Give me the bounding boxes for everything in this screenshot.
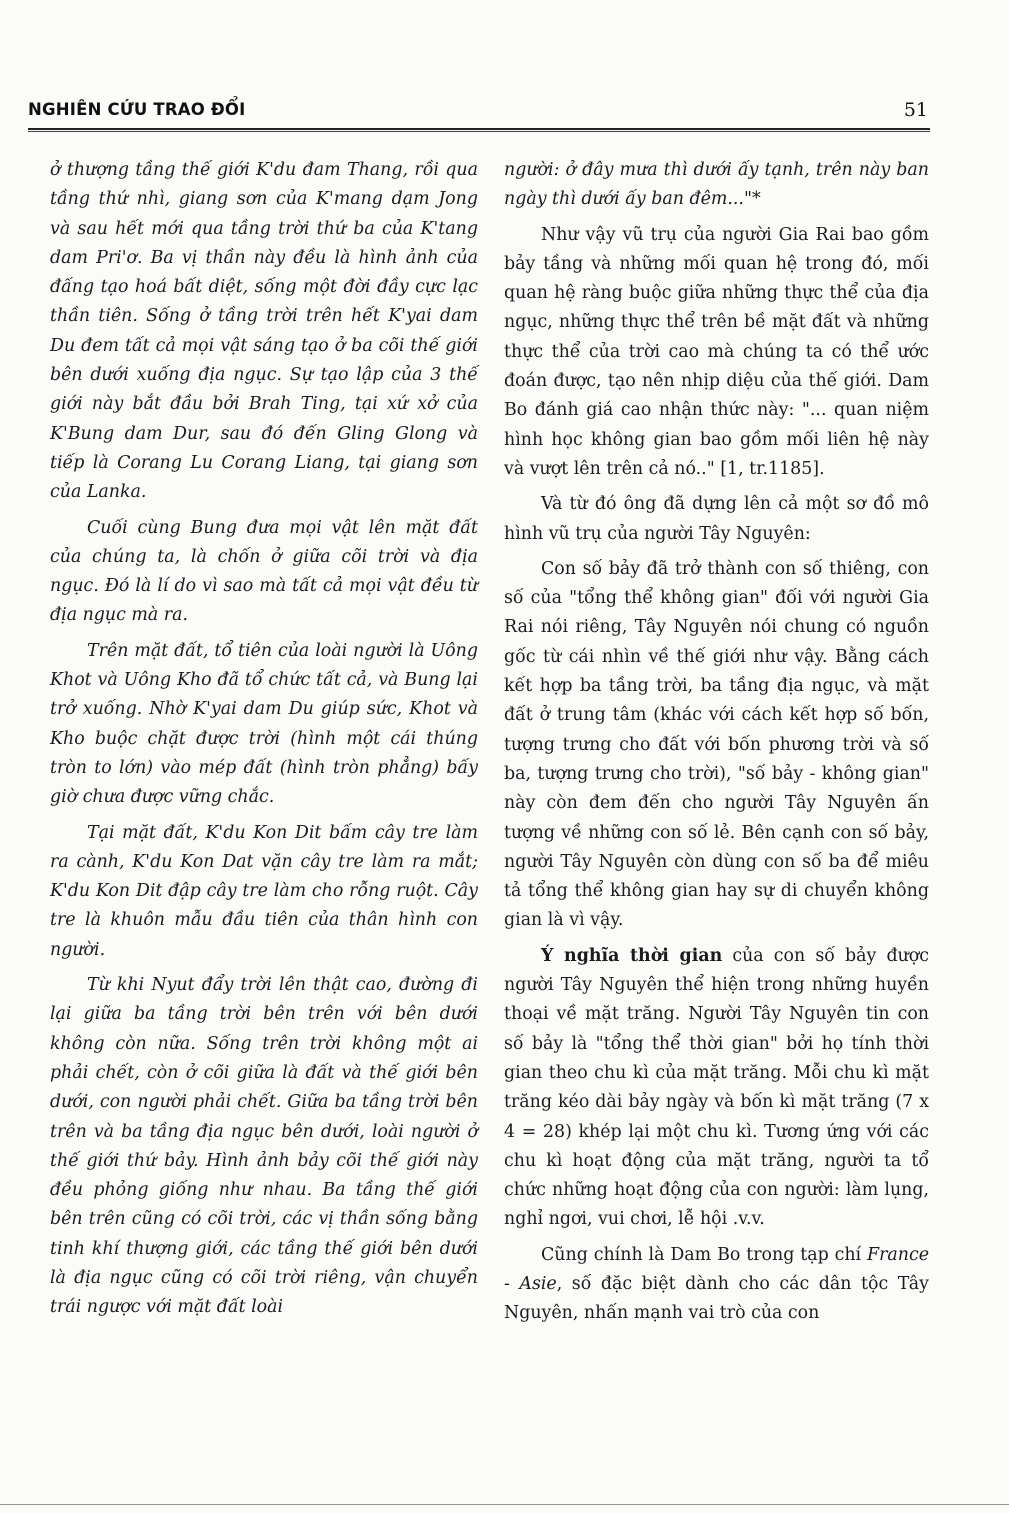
bold-term: Ý nghĩa thời gian: [541, 945, 723, 966]
paragraph: [504, 1241, 929, 1329]
paragraph: Cuối cùng Bung đưa mọi vật lên mặt đất của chúng ta, là chốn ở giữa cõi trời và địa ngục. Đó là lí do vì sao mà tất cả mọi vật đều từ địa ngục mà ra.: [50, 517, 478, 626]
paragraph: người: ở đây mưa thì dưới ấy tạnh, trên này ban ngày thì dưới ấy ban đêm..."*: [504, 160, 929, 210]
paragraph: Và từ đó ông đã dựng lên cả một sơ đồ mô hình vũ trụ của người Tây Nguyên:: [504, 494, 929, 544]
header-rule: [28, 131, 930, 132]
paragraph-text: của con số bảy được người Tây Nguyên thể hiện trong những huyền thoại về mặt trăng. Người Tây Nguyên tin con số bảy là "tổng thể thời gian" bởi họ tính thời gian theo chu kì của mặt trăng. Mỗi chu kì mặt trăng kéo dài bảy ngày và bốn kì mặt trăng (7 x 4 = 28) khép lại một chu kì. Tương ứng với các chu kì hoạt động của mặt trăng, người ta tổ chức những hoạt động của con người: làm lụng, nghỉ ngơi, vui chơi, lễ hội .v.v.: [504, 945, 929, 1230]
paragraph: [504, 942, 929, 1235]
right-column: [504, 156, 929, 1335]
section-title: NGHIÊN CỨU TRAO ĐỔI: [28, 100, 246, 119]
page-bottom-edge: [0, 1504, 1009, 1505]
paragraph: Từ khi Nyut đẩy trời lên thật cao, đường đi lại giữa ba tầng trời bên trên với bên dưới không còn nữa. Sống trên trời không một ai phải chết, còn ở cõi giữa là đất và thế giới bên dưới, con người phải chết. Giữa ba tầng trời bên trên và ba tầng địa ngục bên dưới, loài người ở thế giới thứ bảy. Hình ảnh bảy cõi thế giới này đều phỏng giống như nhau. Ba tầng thế giới bên trên cũng có cõi trời, các vị thần sống bằng tinh khí thượng giới, các tầng thế giới bên dưới là địa ngục cũng có cõi trời riêng, vận chuyển trái ngược với mặt đất loài: [50, 975, 478, 1318]
paragraph: Trên mặt đất, tổ tiên của loài người là Uông Khot và Uông Kho đã tổ chức tất cả, và Bung lại trở xuống. Nhờ K'yai dam Du giúp sức, Khot và Kho buộc chặt được trời (hình một cái thúng tròn to lớn) vào mép đất (hình tròn phẳng) bấy giờ chưa được vững chắc.: [50, 640, 478, 808]
paragraph: ở thượng tầng thế giới K'du đam Thang, rồi qua tầng thứ nhì, giang sơn của K'mang dạm Jong và sau hết mới qua tầng trời thứ ba của K'tang dam Pri'ơ. Ba vị thần này đều là hình ảnh của đấng tạo hoá bất diệt, sống một đời đầy cực lạc thần tiên. Sống ở tầng trời trên hết K'yai dam Du đem tất cả mọi vật sáng tạo ở ba cõi thế giới bên dưới xuống địa ngục. Sự tạo lập của 3 thế giới này bắt đầu bởi Brah Ting, tại xứ xở của K'Bung dam Dur, sau đó đến Gling Glong và tiếp là Corang Lu Corang Liang, tại giang sơn của Lanka.: [50, 160, 478, 503]
left-column: [50, 156, 478, 1329]
paragraph-text: Cũng chính là Dam Bo trong tạp chí: [541, 1244, 868, 1265]
running-header: [28, 96, 930, 130]
paragraph-text: , số đặc biệt dành cho các dân tộc Tây Nguyên, nhấn mạnh vai trò của con: [504, 1273, 929, 1324]
paragraph: Như vậy vũ trụ của người Gia Rai bao gồm bảy tầng và những mối quan hệ trong đó, mối quan hệ ràng buộc giữa những thực thể của địa ngục, những thực thể trên bề mặt đất và những thực thể của trời cao mà chúng ta có thể ước đoán được, tạo nên nhịp diệu của thế giới. Dam Bo đánh giá cao nhận thức này: "... quan niệm hình học không gian bao gồm mối liên hệ này và vượt lên trên cả nó.." [1, tr.1185].: [504, 224, 929, 479]
page-number: 51: [903, 99, 928, 121]
journal-title: France - Asie: [504, 1244, 929, 1294]
paragraph: Tại mặt đất, K'du Kon Dit bấm cây tre làm ra cành, K'du Kon Dat vặn cây tre làm ra mắt; K'du Kon Dit đập cây tre làm cho rỗng ruột. Cây tre là khuôn mẫu đầu tiên của thân hình con người.: [50, 822, 478, 960]
paragraph: Con số bảy đã trở thành con số thiêng, con số của "tổng thể không gian" đối với người Gia Rai nói riêng, Tây Nguyên nói chung có nguồn gốc từ cái nhìn về thế giới như vậy. Bằng cách kết hợp ba tầng trời, ba tầng địa ngục, và mặt đất ở trung tâm (khác với cách kết hợp số bốn, tượng trưng cho đất với bốn phương trời và số ba, tượng trưng cho trời), "số bảy - không gian" này còn đem đến cho người Tây Nguyên ấn tượng về những con số lẻ. Bên cạnh con số bảy, người Tây Nguyên còn dùng con số ba để miêu tả tổng thể không gian hay sự di chuyển không gian là vì vậy.: [504, 558, 929, 931]
